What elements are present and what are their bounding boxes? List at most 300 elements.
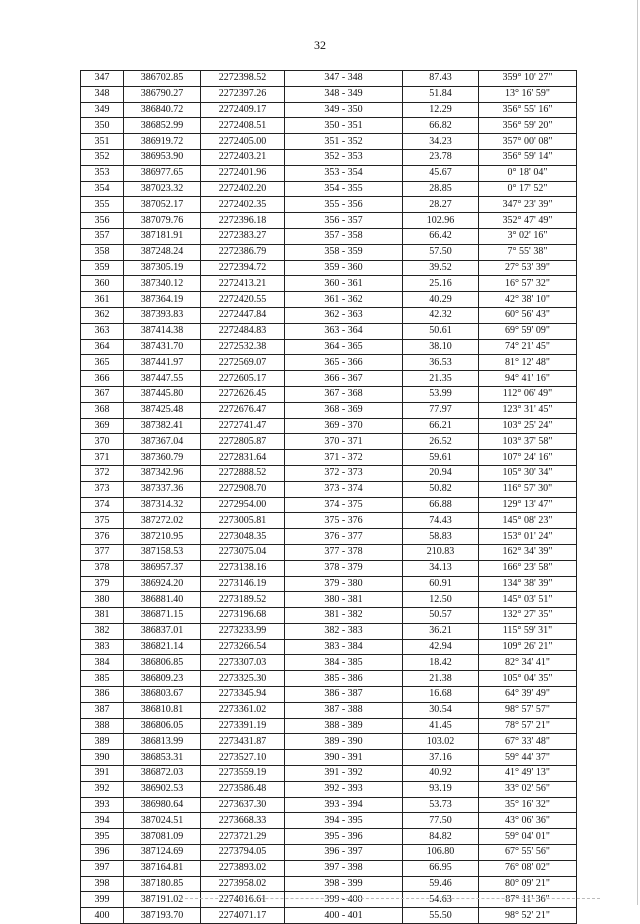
table-row — [81, 371, 577, 387]
x-coordinate-cell: 387248.24 — [124, 244, 201, 260]
bearing-cell: 78° 57' 21" — [479, 718, 577, 734]
distance-cell: 210.83 — [403, 544, 479, 560]
bearing-cell: 123° 31' 45" — [479, 402, 577, 418]
point-number-cell: 359 — [81, 260, 124, 276]
table-row — [81, 402, 577, 418]
y-coordinate-cell: 2273431.87 — [201, 734, 285, 750]
point-number-cell: 358 — [81, 244, 124, 260]
table-row — [81, 529, 577, 545]
scan-bottom-dashes — [180, 898, 600, 899]
point-number-cell: 394 — [81, 813, 124, 829]
table-row — [81, 134, 577, 150]
point-number-cell: 382 — [81, 623, 124, 639]
point-number-cell: 360 — [81, 276, 124, 292]
segment-cell: 388 - 389 — [285, 718, 403, 734]
point-number-cell: 354 — [81, 181, 124, 197]
distance-cell: 20.94 — [403, 465, 479, 481]
x-coordinate-cell: 387024.51 — [124, 813, 201, 829]
bearing-cell: 115° 59' 31" — [479, 623, 577, 639]
x-coordinate-cell: 387367.04 — [124, 434, 201, 450]
x-coordinate-cell: 386852.99 — [124, 118, 201, 134]
bearing-cell: 82° 34' 41" — [479, 655, 577, 671]
point-number-cell: 361 — [81, 292, 124, 308]
x-coordinate-cell: 386924.20 — [124, 576, 201, 592]
x-coordinate-cell: 386881.40 — [124, 592, 201, 608]
point-number-cell: 381 — [81, 608, 124, 624]
bearing-cell: 153° 01' 24" — [479, 529, 577, 545]
segment-cell: 364 - 365 — [285, 339, 403, 355]
segment-cell: 376 - 377 — [285, 529, 403, 545]
point-number-cell: 366 — [81, 371, 124, 387]
distance-cell: 21.38 — [403, 671, 479, 687]
segment-cell: 360 - 361 — [285, 276, 403, 292]
point-number-cell: 398 — [81, 876, 124, 892]
bearing-cell: 116° 57' 30" — [479, 481, 577, 497]
x-coordinate-cell: 386821.14 — [124, 639, 201, 655]
coordinates-table-body — [81, 71, 577, 924]
point-number-cell: 355 — [81, 197, 124, 213]
point-number-cell: 367 — [81, 386, 124, 402]
x-coordinate-cell: 387023.32 — [124, 181, 201, 197]
y-coordinate-cell: 2273721.29 — [201, 829, 285, 845]
bearing-cell: 0° 17' 52" — [479, 181, 577, 197]
distance-cell: 66.42 — [403, 228, 479, 244]
bearing-cell: 35° 16' 32" — [479, 797, 577, 813]
x-coordinate-cell: 386810.81 — [124, 702, 201, 718]
segment-cell: 370 - 371 — [285, 434, 403, 450]
distance-cell: 55.50 — [403, 908, 479, 924]
segment-cell: 372 - 373 — [285, 465, 403, 481]
segment-cell: 359 - 360 — [285, 260, 403, 276]
x-coordinate-cell: 387441.97 — [124, 355, 201, 371]
bearing-cell: 0° 18' 04" — [479, 165, 577, 181]
table-row — [81, 687, 577, 703]
point-number-cell: 379 — [81, 576, 124, 592]
bearing-cell: 166° 23' 58" — [479, 560, 577, 576]
y-coordinate-cell: 2273266.54 — [201, 639, 285, 655]
bearing-cell: 352° 47' 49" — [479, 213, 577, 229]
y-coordinate-cell: 2273138.16 — [201, 560, 285, 576]
distance-cell: 93.19 — [403, 781, 479, 797]
bearing-cell: 87° 11' 36" — [479, 892, 577, 908]
table-row — [81, 260, 577, 276]
distance-cell: 58.83 — [403, 529, 479, 545]
x-coordinate-cell: 386809.23 — [124, 671, 201, 687]
y-coordinate-cell: 2273325.30 — [201, 671, 285, 687]
segment-cell: 347 - 348 — [285, 71, 403, 87]
table-row — [81, 908, 577, 924]
bearing-cell: 27° 53' 39" — [479, 260, 577, 276]
bearing-cell: 129° 13' 47" — [479, 497, 577, 513]
segment-cell: 361 - 362 — [285, 292, 403, 308]
coordinates-table — [80, 70, 577, 924]
y-coordinate-cell: 2273075.04 — [201, 544, 285, 560]
distance-cell: 51.84 — [403, 86, 479, 102]
y-coordinate-cell: 2273307.03 — [201, 655, 285, 671]
bearing-cell: 105° 04' 35" — [479, 671, 577, 687]
bearing-cell: 98° 57' 57" — [479, 702, 577, 718]
distance-cell: 59.46 — [403, 876, 479, 892]
x-coordinate-cell: 387337.36 — [124, 481, 201, 497]
point-number-cell: 363 — [81, 323, 124, 339]
y-coordinate-cell: 2272413.21 — [201, 276, 285, 292]
x-coordinate-cell: 386840.72 — [124, 102, 201, 118]
bearing-cell: 347° 23' 39" — [479, 197, 577, 213]
y-coordinate-cell: 2273586.48 — [201, 781, 285, 797]
table-row — [81, 339, 577, 355]
table-row — [81, 118, 577, 134]
distance-cell: 36.21 — [403, 623, 479, 639]
y-coordinate-cell: 2272831.64 — [201, 450, 285, 466]
table-row — [81, 165, 577, 181]
segment-cell: 353 - 354 — [285, 165, 403, 181]
y-coordinate-cell: 2272626.45 — [201, 386, 285, 402]
segment-cell: 380 - 381 — [285, 592, 403, 608]
point-number-cell: 396 — [81, 845, 124, 861]
x-coordinate-cell: 387314.32 — [124, 497, 201, 513]
distance-cell: 38.10 — [403, 339, 479, 355]
table-row — [81, 450, 577, 466]
y-coordinate-cell: 2272405.00 — [201, 134, 285, 150]
x-coordinate-cell: 387164.81 — [124, 860, 201, 876]
table-row — [81, 655, 577, 671]
x-coordinate-cell: 386980.64 — [124, 797, 201, 813]
bearing-cell: 67° 33' 48" — [479, 734, 577, 750]
segment-cell: 384 - 385 — [285, 655, 403, 671]
table-row — [81, 608, 577, 624]
x-coordinate-cell: 386872.03 — [124, 766, 201, 782]
y-coordinate-cell: 2272741.47 — [201, 418, 285, 434]
x-coordinate-cell: 387360.79 — [124, 450, 201, 466]
segment-cell: 383 - 384 — [285, 639, 403, 655]
distance-cell: 23.78 — [403, 149, 479, 165]
bearing-cell: 60° 56' 43" — [479, 307, 577, 323]
x-coordinate-cell: 386953.90 — [124, 149, 201, 165]
y-coordinate-cell: 2273893.02 — [201, 860, 285, 876]
bearing-cell: 112° 06' 49" — [479, 386, 577, 402]
y-coordinate-cell: 2273189.52 — [201, 592, 285, 608]
bearing-cell: 145° 03' 51" — [479, 592, 577, 608]
x-coordinate-cell: 387193.70 — [124, 908, 201, 924]
segment-cell: 356 - 357 — [285, 213, 403, 229]
x-coordinate-cell: 387191.02 — [124, 892, 201, 908]
table-row — [81, 544, 577, 560]
point-number-cell: 352 — [81, 149, 124, 165]
segment-cell: 354 - 355 — [285, 181, 403, 197]
table-row — [81, 513, 577, 529]
point-number-cell: 389 — [81, 734, 124, 750]
x-coordinate-cell: 387447.55 — [124, 371, 201, 387]
point-number-cell: 400 — [81, 908, 124, 924]
segment-cell: 390 - 391 — [285, 750, 403, 766]
bearing-cell: 43° 06' 36" — [479, 813, 577, 829]
segment-cell: 382 - 383 — [285, 623, 403, 639]
y-coordinate-cell: 2273794.05 — [201, 845, 285, 861]
y-coordinate-cell: 2272908.70 — [201, 481, 285, 497]
point-number-cell: 388 — [81, 718, 124, 734]
distance-cell: 42.94 — [403, 639, 479, 655]
x-coordinate-cell: 387382.41 — [124, 418, 201, 434]
bearing-cell: 76° 08' 02" — [479, 860, 577, 876]
distance-cell: 34.13 — [403, 560, 479, 576]
table-row — [81, 876, 577, 892]
point-number-cell: 385 — [81, 671, 124, 687]
bearing-cell: 64° 39' 49" — [479, 687, 577, 703]
distance-cell: 66.95 — [403, 860, 479, 876]
table-row — [81, 576, 577, 592]
distance-cell: 40.29 — [403, 292, 479, 308]
x-coordinate-cell: 387414.38 — [124, 323, 201, 339]
y-coordinate-cell: 2272409.17 — [201, 102, 285, 118]
segment-cell: 357 - 358 — [285, 228, 403, 244]
table-row — [81, 829, 577, 845]
y-coordinate-cell: 2273345.94 — [201, 687, 285, 703]
bearing-cell: 81° 12' 48" — [479, 355, 577, 371]
point-number-cell: 393 — [81, 797, 124, 813]
bearing-cell: 16° 57' 32" — [479, 276, 577, 292]
point-number-cell: 372 — [81, 465, 124, 481]
x-coordinate-cell: 386902.53 — [124, 781, 201, 797]
y-coordinate-cell: 2272569.07 — [201, 355, 285, 371]
distance-cell: 37.16 — [403, 750, 479, 766]
bearing-cell: 109° 26' 21" — [479, 639, 577, 655]
point-number-cell: 349 — [81, 102, 124, 118]
bearing-cell: 357° 00' 08" — [479, 134, 577, 150]
distance-cell: 39.52 — [403, 260, 479, 276]
x-coordinate-cell: 386806.05 — [124, 718, 201, 734]
distance-cell: 77.97 — [403, 402, 479, 418]
segment-cell: 366 - 367 — [285, 371, 403, 387]
table-row — [81, 197, 577, 213]
x-coordinate-cell: 387158.53 — [124, 544, 201, 560]
table-row — [81, 481, 577, 497]
point-number-cell: 391 — [81, 766, 124, 782]
bearing-cell: 134° 38' 39" — [479, 576, 577, 592]
distance-cell: 84.82 — [403, 829, 479, 845]
table-row — [81, 592, 577, 608]
bearing-cell: 98° 52' 21" — [479, 908, 577, 924]
distance-cell: 42.32 — [403, 307, 479, 323]
segment-cell: 378 - 379 — [285, 560, 403, 576]
segment-cell: 348 - 349 — [285, 86, 403, 102]
y-coordinate-cell: 2272386.79 — [201, 244, 285, 260]
x-coordinate-cell: 386806.85 — [124, 655, 201, 671]
segment-cell: 358 - 359 — [285, 244, 403, 260]
table-row — [81, 639, 577, 655]
point-number-cell: 356 — [81, 213, 124, 229]
distance-cell: 50.82 — [403, 481, 479, 497]
point-number-cell: 368 — [81, 402, 124, 418]
x-coordinate-cell: 387272.02 — [124, 513, 201, 529]
distance-cell: 30.54 — [403, 702, 479, 718]
point-number-cell: 362 — [81, 307, 124, 323]
table-row — [81, 307, 577, 323]
segment-cell: 397 - 398 — [285, 860, 403, 876]
y-coordinate-cell: 2272420.55 — [201, 292, 285, 308]
table-row — [81, 766, 577, 782]
x-coordinate-cell: 386853.31 — [124, 750, 201, 766]
bearing-cell: 162° 34' 39" — [479, 544, 577, 560]
bearing-cell: 132° 27' 35" — [479, 608, 577, 624]
y-coordinate-cell: 2272805.87 — [201, 434, 285, 450]
y-coordinate-cell: 2272408.51 — [201, 118, 285, 134]
bearing-cell: 33° 02' 56" — [479, 781, 577, 797]
x-coordinate-cell: 387180.85 — [124, 876, 201, 892]
y-coordinate-cell: 2274071.17 — [201, 908, 285, 924]
table-row — [81, 781, 577, 797]
distance-cell: 59.61 — [403, 450, 479, 466]
table-row — [81, 892, 577, 908]
table-row — [81, 497, 577, 513]
distance-cell: 28.85 — [403, 181, 479, 197]
distance-cell: 28.27 — [403, 197, 479, 213]
table-row — [81, 86, 577, 102]
x-coordinate-cell: 386813.99 — [124, 734, 201, 750]
table-row — [81, 228, 577, 244]
point-number-cell: 384 — [81, 655, 124, 671]
segment-cell: 399 - 400 — [285, 892, 403, 908]
x-coordinate-cell: 387425.48 — [124, 402, 201, 418]
segment-cell: 367 - 368 — [285, 386, 403, 402]
distance-cell: 50.61 — [403, 323, 479, 339]
segment-cell: 393 - 394 — [285, 797, 403, 813]
segment-cell: 395 - 396 — [285, 829, 403, 845]
table-row — [81, 292, 577, 308]
segment-cell: 365 - 366 — [285, 355, 403, 371]
distance-cell: 103.02 — [403, 734, 479, 750]
page-number: 32 — [314, 38, 326, 52]
y-coordinate-cell: 2273048.35 — [201, 529, 285, 545]
segment-cell: 369 - 370 — [285, 418, 403, 434]
table-row — [81, 813, 577, 829]
table-row — [81, 718, 577, 734]
segment-cell: 362 - 363 — [285, 307, 403, 323]
distance-cell: 66.21 — [403, 418, 479, 434]
segment-cell: 371 - 372 — [285, 450, 403, 466]
y-coordinate-cell: 2272398.52 — [201, 71, 285, 87]
y-coordinate-cell: 2273958.02 — [201, 876, 285, 892]
y-coordinate-cell: 2272396.18 — [201, 213, 285, 229]
segment-cell: 386 - 387 — [285, 687, 403, 703]
distance-cell: 36.53 — [403, 355, 479, 371]
y-coordinate-cell: 2272394.72 — [201, 260, 285, 276]
y-coordinate-cell: 2272402.35 — [201, 197, 285, 213]
bearing-cell: 3° 02' 16" — [479, 228, 577, 244]
distance-cell: 45.67 — [403, 165, 479, 181]
table-row — [81, 750, 577, 766]
distance-cell: 77.50 — [403, 813, 479, 829]
x-coordinate-cell: 386837.01 — [124, 623, 201, 639]
segment-cell: 351 - 352 — [285, 134, 403, 150]
y-coordinate-cell: 2273361.02 — [201, 702, 285, 718]
segment-cell: 385 - 386 — [285, 671, 403, 687]
x-coordinate-cell: 387052.17 — [124, 197, 201, 213]
distance-cell: 66.82 — [403, 118, 479, 134]
distance-cell: 16.68 — [403, 687, 479, 703]
point-number-cell: 380 — [81, 592, 124, 608]
x-coordinate-cell: 386871.15 — [124, 608, 201, 624]
point-number-cell: 350 — [81, 118, 124, 134]
segment-cell: 389 - 390 — [285, 734, 403, 750]
segment-cell: 374 - 375 — [285, 497, 403, 513]
x-coordinate-cell: 387181.91 — [124, 228, 201, 244]
x-coordinate-cell: 387431.70 — [124, 339, 201, 355]
table-row — [81, 797, 577, 813]
y-coordinate-cell: 2272447.84 — [201, 307, 285, 323]
x-coordinate-cell: 387364.19 — [124, 292, 201, 308]
segment-cell: 363 - 364 — [285, 323, 403, 339]
y-coordinate-cell: 2272401.96 — [201, 165, 285, 181]
segment-cell: 381 - 382 — [285, 608, 403, 624]
y-coordinate-cell: 2272397.26 — [201, 86, 285, 102]
table-row — [81, 845, 577, 861]
bearing-cell: 145° 08' 23" — [479, 513, 577, 529]
x-coordinate-cell: 386977.65 — [124, 165, 201, 181]
point-number-cell: 348 — [81, 86, 124, 102]
segment-cell: 392 - 393 — [285, 781, 403, 797]
point-number-cell: 375 — [81, 513, 124, 529]
distance-cell: 12.50 — [403, 592, 479, 608]
y-coordinate-cell: 2272402.20 — [201, 181, 285, 197]
bearing-cell: 359° 10' 27" — [479, 71, 577, 87]
point-number-cell: 377 — [81, 544, 124, 560]
distance-cell: 102.96 — [403, 213, 479, 229]
table-row — [81, 102, 577, 118]
y-coordinate-cell: 2272888.52 — [201, 465, 285, 481]
point-number-cell: 376 — [81, 529, 124, 545]
segment-cell: 355 - 356 — [285, 197, 403, 213]
segment-cell: 396 - 397 — [285, 845, 403, 861]
segment-cell: 387 - 388 — [285, 702, 403, 718]
bearing-cell: 94° 41' 16" — [479, 371, 577, 387]
table-row — [81, 276, 577, 292]
y-coordinate-cell: 2274016.61 — [201, 892, 285, 908]
table-row — [81, 734, 577, 750]
distance-cell: 60.91 — [403, 576, 479, 592]
y-coordinate-cell: 2273233.99 — [201, 623, 285, 639]
x-coordinate-cell: 387340.12 — [124, 276, 201, 292]
bearing-cell: 41° 49' 13" — [479, 766, 577, 782]
table-row — [81, 860, 577, 876]
distance-cell: 53.99 — [403, 386, 479, 402]
x-coordinate-cell: 387081.09 — [124, 829, 201, 845]
x-coordinate-cell: 387124.69 — [124, 845, 201, 861]
bearing-cell: 103° 25' 24" — [479, 418, 577, 434]
bearing-cell: 42° 38' 10" — [479, 292, 577, 308]
distance-cell: 25.16 — [403, 276, 479, 292]
segment-cell: 398 - 399 — [285, 876, 403, 892]
table-row — [81, 323, 577, 339]
table-row — [81, 181, 577, 197]
segment-cell: 352 - 353 — [285, 149, 403, 165]
bearing-cell: 69° 59' 09" — [479, 323, 577, 339]
y-coordinate-cell: 2273637.30 — [201, 797, 285, 813]
point-number-cell: 351 — [81, 134, 124, 150]
bearing-cell: 105° 30' 34" — [479, 465, 577, 481]
distance-cell: 41.45 — [403, 718, 479, 734]
x-coordinate-cell: 387445.80 — [124, 386, 201, 402]
table-row — [81, 434, 577, 450]
x-coordinate-cell: 386957.37 — [124, 560, 201, 576]
table-row — [81, 149, 577, 165]
segment-cell: 394 - 395 — [285, 813, 403, 829]
y-coordinate-cell: 2272954.00 — [201, 497, 285, 513]
table-row — [81, 465, 577, 481]
bearing-cell: 80° 09' 21" — [479, 876, 577, 892]
bearing-cell: 356° 59' 14" — [479, 149, 577, 165]
x-coordinate-cell: 387305.19 — [124, 260, 201, 276]
segment-cell: 377 - 378 — [285, 544, 403, 560]
